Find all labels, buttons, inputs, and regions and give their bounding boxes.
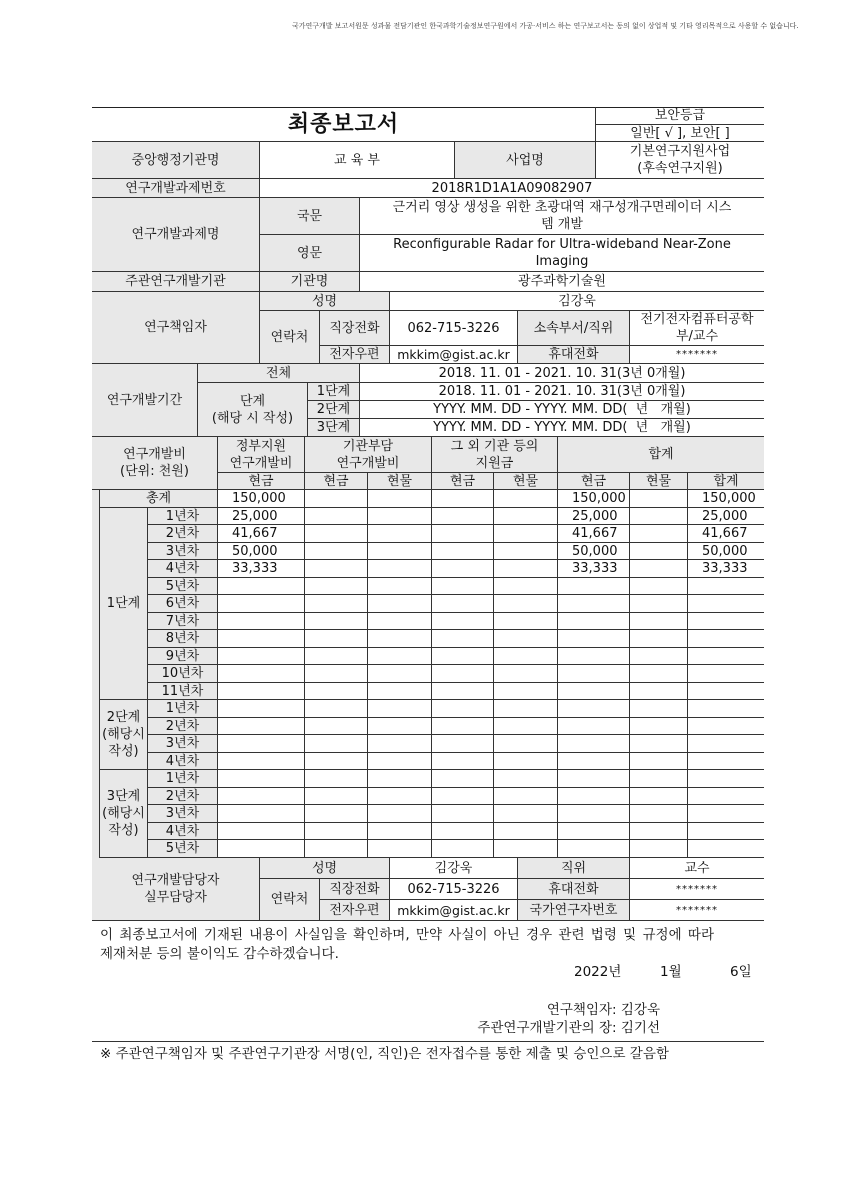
english-title-label: 영문: [260, 235, 360, 272]
pi-mobile-label: 휴대전화: [518, 346, 630, 364]
period-stage1-value: 2018. 11. 01 - 2021. 10. 31(3년 0개월): [360, 383, 764, 401]
pi-dept-value: [630, 311, 764, 346]
stage2-line3: 작성): [108, 744, 139, 759]
budget-cell: [368, 665, 432, 683]
budget-cell: [305, 665, 368, 683]
budget-cell: [218, 823, 305, 840]
english-title-value: [360, 235, 764, 272]
stage2-line1: 2단계: [106, 710, 141, 725]
institution-head-signature: 주관연구개발기관의 장: 김기선: [477, 1020, 660, 1036]
budget-year-label: 2년차: [148, 788, 218, 805]
budget-total-cell: 150,000: [558, 490, 630, 508]
budget-cell: 41,667: [558, 525, 630, 543]
budget-year-label: 4년차: [148, 560, 218, 578]
budget-cell: [494, 560, 558, 578]
budget-inst-line1: 기관부담: [342, 438, 394, 454]
budget-cell: [432, 578, 494, 595]
budget-cell: 50,000: [218, 543, 305, 560]
institution-label: 주관연구개발기관: [92, 272, 260, 292]
budget-cell: [688, 788, 764, 805]
budget-year-label: 2년차: [148, 525, 218, 543]
budget-cell: [630, 648, 688, 665]
budget-cell: [558, 648, 630, 665]
project-name-label: 연구개발과제명: [92, 198, 260, 272]
budget-subheader: 현금: [218, 473, 305, 490]
program-label: 사업명: [455, 142, 596, 179]
budget-cell: [305, 630, 368, 648]
budget-cell: [305, 735, 368, 753]
budget-cell: [305, 683, 368, 700]
korean-title-line1: 근거리 영상 생성을 위한 초광대역 재구성개구면레이더 시스: [392, 200, 732, 215]
pi-signature: 연구책임자: 김강욱: [546, 1002, 660, 1018]
staff-researcher-no-label: 국가연구자번호: [518, 900, 630, 921]
staff-office-phone-value: 062-715-3226: [390, 879, 518, 900]
staff-section-line2: 실무담당자: [144, 890, 207, 905]
budget-cell: [494, 578, 558, 595]
budget-cell: [688, 613, 764, 630]
budget-cell: [558, 840, 630, 858]
budget-cell: [305, 770, 368, 788]
budget-cell: [368, 770, 432, 788]
pi-dept-label: 소속부서/직위: [518, 311, 630, 346]
period-stage-label-line1: 단계: [239, 393, 266, 409]
budget-cell: [630, 823, 688, 840]
budget-cell: [494, 525, 558, 543]
budget-cell: [368, 630, 432, 648]
budget-cell: [218, 700, 305, 718]
budget-cell: [368, 525, 432, 543]
budget-cell: [494, 630, 558, 648]
budget-cell: 41,667: [218, 525, 305, 543]
pi-mobile-value: *******: [630, 346, 764, 364]
budget-cell: [218, 613, 305, 630]
staff-section-line1: 연구개발담당자: [131, 873, 220, 888]
budget-cell: [558, 753, 630, 770]
budget-other-line2: 지원금: [475, 455, 514, 471]
budget-cell: [630, 788, 688, 805]
budget-total-cell: [368, 490, 432, 508]
budget-year-label: 1년차: [148, 508, 218, 525]
budget-cell: [688, 735, 764, 753]
budget-year-label: 6년차: [148, 595, 218, 613]
budget-cell: [494, 595, 558, 613]
budget-cell: [630, 805, 688, 823]
budget-cell: [368, 753, 432, 770]
budget-cell: [432, 770, 494, 788]
budget-cell: [432, 525, 494, 543]
budget-cell: [432, 665, 494, 683]
ministry-value: 교 육 부: [260, 142, 455, 179]
budget-cell: [558, 595, 630, 613]
budget-cell: [688, 665, 764, 683]
budget-cell: [305, 613, 368, 630]
budget-cell: [688, 770, 764, 788]
budget-total-cell: [494, 490, 558, 508]
budget-cell: [630, 753, 688, 770]
budget-cell: [368, 648, 432, 665]
budget-cell: [218, 595, 305, 613]
budget-cell: [688, 700, 764, 718]
period-stage3-label: 3단계: [308, 419, 360, 437]
budget-cell: [218, 770, 305, 788]
budget-gov-line2: 연구개발비: [229, 455, 293, 471]
pi-dept-line2: 부/교수: [675, 329, 719, 344]
budget-cell: [630, 683, 688, 700]
budget-cell: [630, 840, 688, 858]
stage3-line2: (해당시: [102, 806, 145, 821]
budget-subheader: 현물: [494, 473, 558, 490]
budget-cell: [432, 700, 494, 718]
budget-cell: [688, 753, 764, 770]
staff-position-value: 교수: [630, 858, 764, 879]
budget-cell: [630, 543, 688, 560]
budget-cell: [630, 578, 688, 595]
budget-total-cell: [305, 490, 368, 508]
budget-cell: [432, 560, 494, 578]
budget-cell: [558, 718, 630, 735]
budget-gov-header: [218, 437, 305, 473]
budget-year-label: 1년차: [148, 770, 218, 788]
budget-total-label: 총계: [100, 490, 218, 508]
budget-cell: [494, 788, 558, 805]
staff-office-phone-label: 직장전화: [320, 879, 390, 900]
budget-cell: [494, 613, 558, 630]
budget-section-line2: (단위: 천원): [120, 464, 189, 479]
budget-cell: [432, 613, 494, 630]
period-stage3-value: YYYY. MM. DD - YYYY. MM. DD( 년 개월): [360, 419, 764, 437]
budget-gov-line1: 정부지원: [235, 438, 287, 454]
budget-cell: 25,000: [688, 508, 764, 525]
program-value-line1: 기본연구지원사업: [629, 144, 731, 159]
stage3-line1: 3단계: [106, 789, 141, 804]
period-stage2-label: 2단계: [308, 401, 360, 419]
budget-cell: [218, 840, 305, 858]
staff-researcher-no-value: *******: [630, 900, 764, 921]
budget-cell: [630, 508, 688, 525]
budget-cell: 33,333: [688, 560, 764, 578]
staff-email-label: 전자우편: [320, 900, 390, 921]
budget-cell: [432, 823, 494, 840]
english-title-line2: Imaging: [535, 254, 589, 269]
institution-value: 광주과학기술원: [360, 272, 764, 292]
budget-cell: [432, 788, 494, 805]
pi-office-phone-value: 062-715-3226: [390, 311, 518, 346]
budget-cell: [688, 595, 764, 613]
security-grade-label: 보안등급: [596, 107, 764, 125]
declaration-month: 1월: [660, 964, 682, 980]
staff-section-label: [92, 858, 260, 921]
budget-cell: [688, 823, 764, 840]
budget-cell: [218, 805, 305, 823]
budget-cell: [494, 648, 558, 665]
korean-title-label: 국문: [260, 198, 360, 235]
staff-mobile-value: *******: [630, 879, 764, 900]
budget-year-label: 5년차: [148, 578, 218, 595]
budget-cell: [630, 770, 688, 788]
pi-name-label: 성명: [260, 292, 390, 311]
budget-cell: [305, 578, 368, 595]
period-stage-label-line2: (해당 시 작성): [211, 410, 294, 426]
budget-cell: [494, 543, 558, 560]
period-stage2-value: YYYY. MM. DD - YYYY. MM. DD( 년 개월): [360, 401, 764, 419]
budget-cell: [218, 683, 305, 700]
project-no-value: 2018R1D1A1A09082907: [260, 179, 764, 198]
budget-stage1-label: 1단계: [100, 508, 148, 700]
budget-cell: [305, 753, 368, 770]
budget-cell: [688, 683, 764, 700]
budget-cell: [218, 578, 305, 595]
budget-cell: [305, 805, 368, 823]
footnote: ※ 주관연구책임자 및 주관연구기관장 서명(인, 직인)은 전자접수를 통한 제출 및 승인으로 갈음함: [100, 1046, 669, 1062]
budget-cell: [494, 770, 558, 788]
budget-cell: [305, 788, 368, 805]
budget-section-label: [92, 437, 218, 490]
budget-subheader: 현금: [432, 473, 494, 490]
budget-cell: [368, 735, 432, 753]
budget-cell: [305, 700, 368, 718]
budget-cell: [558, 700, 630, 718]
staff-contact-label: 연락처: [260, 879, 320, 921]
budget-cell: [630, 700, 688, 718]
budget-cell: [432, 718, 494, 735]
budget-year-label: 9년차: [148, 648, 218, 665]
budget-cell: [218, 753, 305, 770]
budget-cell: [432, 735, 494, 753]
budget-cell: [688, 805, 764, 823]
security-grade-value: 일반[ √ ], 보안[ ]: [596, 125, 764, 142]
budget-cell: [494, 665, 558, 683]
budget-cell: [305, 525, 368, 543]
budget-cell: [368, 718, 432, 735]
budget-cell: [494, 508, 558, 525]
declaration-year: 2022년: [574, 964, 622, 980]
budget-cell: [688, 578, 764, 595]
budget-total-cell: 150,000: [688, 490, 764, 508]
budget-year-label: 3년차: [148, 805, 218, 823]
budget-other-line1: 그 외 기관 등의: [450, 438, 539, 454]
budget-total-cell: 150,000: [218, 490, 305, 508]
budget-cell: [558, 683, 630, 700]
budget-cell: [432, 508, 494, 525]
budget-cell: [630, 613, 688, 630]
budget-cell: [218, 788, 305, 805]
pi-dept-line1: 전기전자컴퓨터공학: [640, 312, 754, 327]
budget-cell: [630, 735, 688, 753]
budget-year-label: 1년차: [148, 700, 218, 718]
budget-subheader: 현금: [305, 473, 368, 490]
budget-cell: [630, 665, 688, 683]
pi-email-label: 전자우편: [320, 346, 390, 364]
period-stage-label: [198, 383, 308, 437]
budget-cell: [558, 805, 630, 823]
budget-other-header: [432, 437, 558, 473]
korean-title-value: [360, 198, 764, 235]
period-total-label: 전체: [198, 364, 360, 383]
budget-cell: [494, 735, 558, 753]
budget-cell: [558, 770, 630, 788]
budget-subheader: 합계: [688, 473, 764, 490]
budget-cell: [688, 648, 764, 665]
page-title: 최종보고서: [92, 107, 596, 142]
budget-cell: [630, 560, 688, 578]
budget-cell: [494, 823, 558, 840]
budget-cell: [218, 648, 305, 665]
budget-cell: [368, 700, 432, 718]
budget-cell: [368, 840, 432, 858]
budget-cell: [558, 823, 630, 840]
budget-cell: [305, 840, 368, 858]
budget-cell: 25,000: [218, 508, 305, 525]
staff-mobile-label: 휴대전화: [518, 879, 630, 900]
budget-stage2-label: [100, 700, 148, 770]
budget-cell: [432, 630, 494, 648]
program-value: [596, 142, 764, 179]
budget-cell: [368, 508, 432, 525]
budget-year-label: 4년차: [148, 823, 218, 840]
budget-cell: [305, 718, 368, 735]
budget-year-label: 4년차: [148, 753, 218, 770]
budget-cell: [494, 718, 558, 735]
budget-cell: [558, 788, 630, 805]
budget-cell: [558, 630, 630, 648]
budget-cell: [305, 543, 368, 560]
budget-cell: [558, 613, 630, 630]
staff-position-label: 직위: [518, 858, 630, 879]
budget-stage3-label: [100, 770, 148, 858]
budget-cell: [688, 718, 764, 735]
staff-name-value: 김강욱: [390, 858, 518, 879]
pi-email-value: mkkim@gist.ac.kr: [390, 346, 518, 364]
budget-cell: [368, 805, 432, 823]
period-total-value: 2018. 11. 01 - 2021. 10. 31(3년 0개월): [360, 364, 764, 383]
budget-cell: 25,000: [558, 508, 630, 525]
budget-cell: [494, 753, 558, 770]
budget-cell: [305, 508, 368, 525]
period-stage1-label: 1단계: [308, 383, 360, 401]
budget-year-label: 3년차: [148, 735, 218, 753]
footnote-divider: [92, 1041, 764, 1042]
budget-cell: [368, 823, 432, 840]
budget-cell: [630, 595, 688, 613]
budget-cell: [368, 613, 432, 630]
budget-cell: 33,333: [558, 560, 630, 578]
budget-cell: [432, 840, 494, 858]
budget-cell: [368, 788, 432, 805]
budget-cell: [688, 840, 764, 858]
budget-total-cell: [630, 490, 688, 508]
ministry-label: 중앙행정기관명: [92, 142, 260, 179]
budget-cell: [494, 683, 558, 700]
budget-year-label: 3년차: [148, 543, 218, 560]
pi-section-label: 연구책임자: [92, 292, 260, 364]
budget-subheader: 현금: [558, 473, 630, 490]
budget-cell: [218, 665, 305, 683]
budget-cell: [558, 735, 630, 753]
budget-cell: [432, 753, 494, 770]
budget-cell: [305, 648, 368, 665]
budget-cell: [218, 735, 305, 753]
budget-cell: [305, 560, 368, 578]
budget-cell: [558, 665, 630, 683]
staff-name-label: 성명: [260, 858, 390, 879]
budget-cell: [368, 560, 432, 578]
budget-cell: 50,000: [688, 543, 764, 560]
budget-cell: 50,000: [558, 543, 630, 560]
budget-cell: [630, 630, 688, 648]
project-no-label: 연구개발과제번호: [92, 179, 260, 198]
budget-cell: [432, 805, 494, 823]
budget-cell: [432, 683, 494, 700]
budget-year-label: 2년차: [148, 718, 218, 735]
budget-cell: [630, 718, 688, 735]
period-section-label: 연구개발기간: [92, 364, 198, 437]
budget-cell: [218, 630, 305, 648]
budget-cell: 33,333: [218, 560, 305, 578]
budget-cell: [558, 578, 630, 595]
budget-left-strip: [92, 490, 100, 858]
budget-cell: [368, 595, 432, 613]
budget-cell: [368, 543, 432, 560]
budget-year-label: 8년차: [148, 630, 218, 648]
budget-total-cell: [432, 490, 494, 508]
declaration-line1: 이 최종보고서에 기재된 내용이 사실임을 확인하며, 만약 사실이 아닌 경우 관련 법령 및 규정에 따라: [100, 927, 715, 943]
budget-cell: [688, 630, 764, 648]
budget-cell: [305, 595, 368, 613]
budget-cell: [494, 700, 558, 718]
pi-office-phone-label: 직장전화: [320, 311, 390, 346]
budget-cell: [494, 805, 558, 823]
budget-inst-header: [305, 437, 432, 473]
budget-year-label: 10년차: [148, 665, 218, 683]
pi-name-value: 김강욱: [390, 292, 764, 311]
budget-year-label: 7년차: [148, 613, 218, 630]
budget-sum-header: 합계: [558, 437, 764, 473]
budget-cell: [494, 840, 558, 858]
budget-year-label: 11년차: [148, 683, 218, 700]
staff-email-value: mkkim@gist.ac.kr: [390, 900, 518, 921]
korean-title-line2: 템 개발: [541, 217, 583, 232]
budget-inst-line2: 연구개발비: [336, 455, 400, 471]
budget-subheader: 현물: [368, 473, 432, 490]
budget-cell: [218, 718, 305, 735]
budget-year-label: 5년차: [148, 840, 218, 858]
budget-cell: [432, 543, 494, 560]
budget-cell: [432, 595, 494, 613]
budget-cell: [305, 823, 368, 840]
institution-name-label: 기관명: [260, 272, 360, 292]
budget-cell: [368, 683, 432, 700]
budget-cell: [630, 525, 688, 543]
budget-section-line1: 연구개발비: [123, 447, 186, 462]
stage2-line2: (해당시: [102, 727, 145, 742]
english-title-line1: Reconfigurable Radar for Ultra-wideband Near-Zone: [393, 237, 731, 252]
declaration-day: 6일: [730, 964, 752, 980]
budget-subheader: 현물: [630, 473, 688, 490]
budget-cell: [432, 648, 494, 665]
copyright-notice: 국가연구개발 보고서원문 성과물 전담기관인 한국과학기술정보연구원에서 가공·서비스 하는 연구보고서는 동의 없이 상업적 및 기타 영리목적으로 사용할 수 없습니다.: [292, 22, 799, 30]
declaration-line2: 제재처분 등의 불이익도 감수하겠습니다.: [100, 946, 339, 962]
stage3-line3: 작성): [108, 823, 139, 838]
budget-cell: [368, 578, 432, 595]
pi-contact-label: 연락처: [260, 311, 320, 364]
program-value-line2: (후속연구지원): [637, 161, 723, 176]
budget-cell: 41,667: [688, 525, 764, 543]
